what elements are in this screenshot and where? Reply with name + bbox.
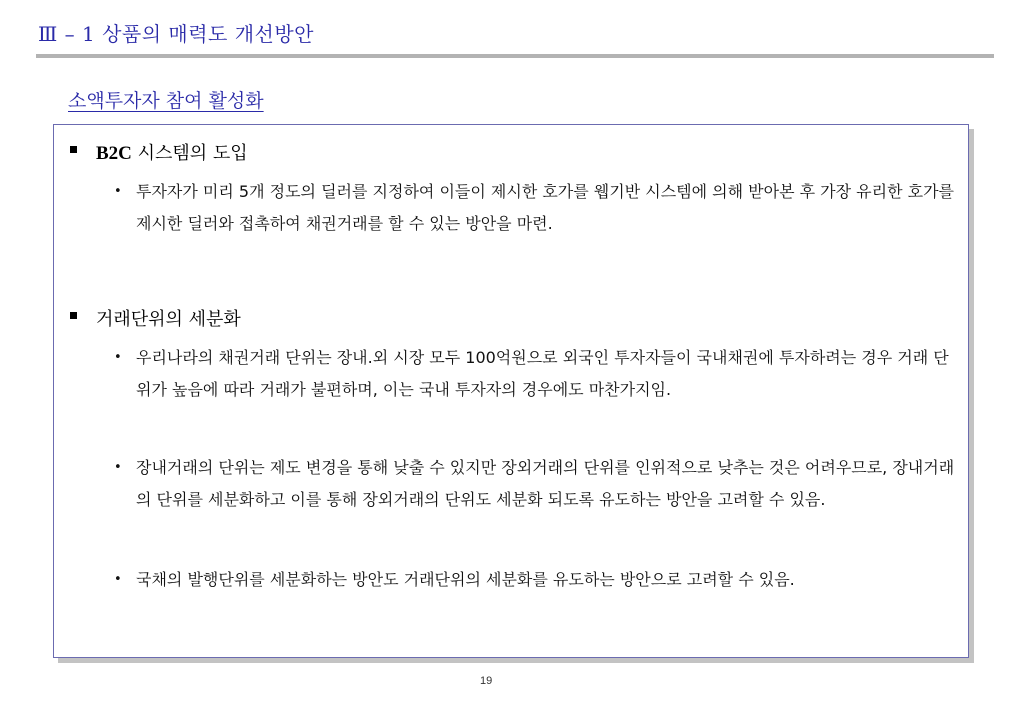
bullet-icon: • — [114, 572, 122, 587]
list-item — [114, 564, 962, 596]
list-item-text: 우리나라의 채권거래 단위는 장내.외 시장 모두 100억원으로 외국인 투자자들이 국내채권에 투자하려는 경우 거래 단위가 높음에 따라 거래가 불편하며, 이는 국내 투자자의 경우에도 마찬가지임. — [136, 348, 949, 399]
page-title: Ⅲ – 1 상품의 매력도 개선방안 — [38, 22, 314, 46]
list-item-text: 국채의 발행단위를 세분화하는 방안도 거래단위의 세분화를 유도하는 방안으로 고려할 수 있음. — [136, 570, 795, 589]
list-item — [114, 342, 962, 406]
heading-text: 거래단위의 세분화 — [96, 309, 241, 330]
page-number: 19 — [480, 675, 493, 687]
bullet-icon: • — [114, 184, 122, 199]
title-divider — [36, 54, 994, 58]
bullet-icon: • — [114, 460, 122, 475]
heading-prefix: B2C — [96, 143, 132, 164]
list-item — [114, 176, 962, 240]
section-subtitle: 소액투자자 참여 활성화 — [68, 90, 264, 112]
bullet-icon: • — [114, 350, 122, 365]
heading-text: 시스템의 도입 — [131, 143, 248, 164]
square-bullet-icon — [70, 146, 77, 153]
list-item-text: 장내거래의 단위는 제도 변경을 통해 낮출 수 있지만 장외거래의 단위를 인위적으로 낮추는 것은 어려우므로, 장내거래의 단위를 세분화하고 이를 통해 장외거래의 단위도 세분화 되도록 유도하는 방안을 고려할 수 있음. — [136, 458, 955, 509]
section-heading-trade-unit — [96, 305, 241, 331]
section-heading-b2c — [96, 139, 248, 165]
list-item — [114, 452, 962, 516]
square-bullet-icon — [70, 312, 77, 319]
list-item-text: 투자자가 미리 5개 정도의 딜러를 지정하여 이들이 제시한 호가를 웹기반 시스템에 의해 받아본 후 가장 유리한 호가를 제시한 딜러와 접촉하여 채권거래를 할 수 있는 방안을 마련. — [136, 182, 954, 233]
